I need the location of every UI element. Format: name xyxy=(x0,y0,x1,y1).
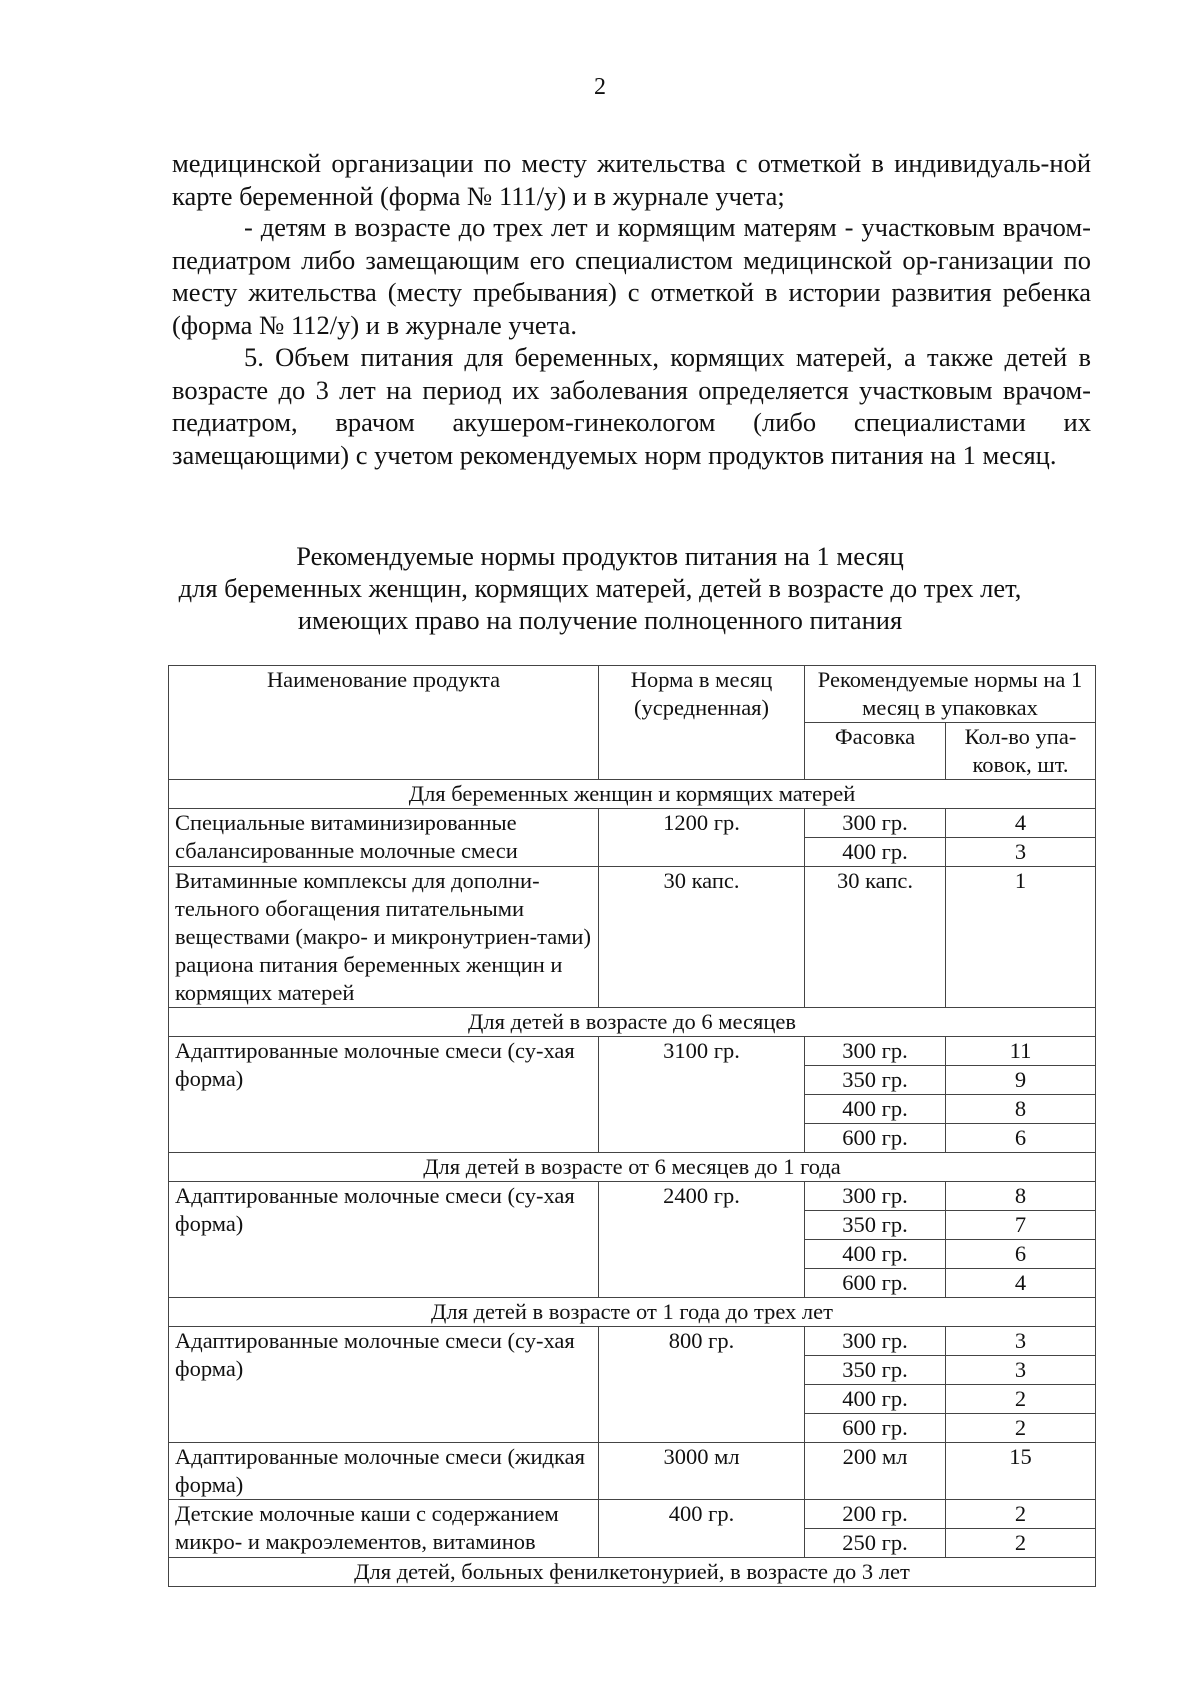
product-name: Специальные витаминизированные сбалансированные молочные смеси xyxy=(169,809,599,867)
paragraph-children-mothers: - детям в возрасте до трех лет и кормящим матерям - участковым врачом-педиатром либо замещающим его специалистом медицинской ор-ганизации по месту жительства (месту пребывания) с отметкой в истории развития ребенка (форма № 112/у) и в журнале учета. xyxy=(172,212,1091,340)
packing: 600 гр. xyxy=(805,1124,946,1153)
packing: 300 гр. xyxy=(805,1327,946,1356)
section-6-months-to-1-year: Для детей в возрасте от 6 месяцев до 1 года xyxy=(169,1153,1096,1182)
table-title-line-2: для беременных женщин, кормящих матерей, детей в возрасте до трех лет, xyxy=(178,573,1022,603)
product-name: Адаптированные молочные смеси (су-хая форма) xyxy=(169,1327,599,1443)
product-name: Адаптированные молочные смеси (су-хая форма) xyxy=(169,1182,599,1298)
packing: 600 гр. xyxy=(805,1414,946,1443)
table-row xyxy=(169,867,1096,1008)
paragraph-continuation: медицинской организации по месту жительства с отметкой в индивидуаль-ной карте беременной (форма № 111/у) и в журнале учета; xyxy=(172,148,1091,211)
packing: 400 гр. xyxy=(805,1240,946,1269)
packing: 400 гр. xyxy=(805,1095,946,1124)
section-phenylketonuria: Для детей, больных фенилкетонурией, в возрасте до 3 лет xyxy=(169,1558,1096,1587)
table-title xyxy=(140,540,1060,636)
packing: 300 гр. xyxy=(805,1182,946,1211)
packing: 350 гр. xyxy=(805,1356,946,1385)
pack-count: 4 xyxy=(946,1269,1096,1298)
packing: 400 гр. xyxy=(805,838,946,867)
pack-count: 7 xyxy=(946,1211,1096,1240)
pack-count: 6 xyxy=(946,1240,1096,1269)
page-number: 2 xyxy=(594,74,606,100)
table-row xyxy=(169,1182,1096,1211)
pack-count: 15 xyxy=(946,1443,1096,1500)
product-name: Адаптированные молочные смеси (су-хая форма) xyxy=(169,1037,599,1153)
product-norm: 400 гр. xyxy=(599,1500,805,1558)
pack-count: 8 xyxy=(946,1095,1096,1124)
header-count: Кол-во упа-ковок, шт. xyxy=(946,723,1096,780)
packing: 300 гр. xyxy=(805,809,946,838)
product-norm: 1200 гр. xyxy=(599,809,805,867)
product-norm: 3000 мл xyxy=(599,1443,805,1500)
product-norm: 800 гр. xyxy=(599,1327,805,1443)
pack-count: 9 xyxy=(946,1066,1096,1095)
packing: 200 мл xyxy=(805,1443,946,1500)
pack-count: 3 xyxy=(946,1327,1096,1356)
section-under-6-months: Для детей в возрасте до 6 месяцев xyxy=(169,1008,1096,1037)
header-row xyxy=(169,666,1096,723)
pack-count: 4 xyxy=(946,809,1096,838)
product-norm: 2400 гр. xyxy=(599,1182,805,1298)
table-row xyxy=(169,1500,1096,1529)
header-norm: Норма в месяц (усредненная) xyxy=(599,666,805,780)
nutrition-norms-table xyxy=(168,665,1096,1587)
pack-count: 6 xyxy=(946,1124,1096,1153)
pack-count: 2 xyxy=(946,1414,1096,1443)
packing: 350 гр. xyxy=(805,1211,946,1240)
section-row xyxy=(169,1153,1096,1182)
pack-count: 2 xyxy=(946,1500,1096,1529)
table-row xyxy=(169,1327,1096,1356)
product-norm: 30 капс. xyxy=(599,867,805,1008)
section-row xyxy=(169,780,1096,809)
pack-count: 8 xyxy=(946,1182,1096,1211)
paragraph-item-5: 5. Объем питания для беременных, кормящих матерей, а также детей в возрасте до 3 лет на период их заболевания определяется участковым врачом-педиатром, врачом акушером-гинекологом (либо специалистами их замещающими) с учетом рекомендуемых норм продуктов питания на 1 месяц. xyxy=(172,342,1091,470)
table-row xyxy=(169,809,1096,838)
product-name: Витаминные комплексы для дополни-тельного обогащения питательными веществами (макро- и микронутриен-тами) рациона питания беременных женщин и кормящих матерей xyxy=(169,867,599,1008)
pack-count: 2 xyxy=(946,1385,1096,1414)
packing: 300 гр. xyxy=(805,1037,946,1066)
product-name: Адаптированные молочные смеси (жидкая форма) xyxy=(169,1443,599,1500)
section-row xyxy=(169,1558,1096,1587)
header-packing: Фасовка xyxy=(805,723,946,780)
section-row xyxy=(169,1298,1096,1327)
table-row xyxy=(169,1037,1096,1066)
pack-count: 3 xyxy=(946,838,1096,867)
section-row xyxy=(169,1008,1096,1037)
pack-count: 2 xyxy=(946,1529,1096,1558)
header-product: Наименование продукта xyxy=(169,666,599,780)
pack-count: 3 xyxy=(946,1356,1096,1385)
table-title-line-3: имеющих право на получение полноценного питания xyxy=(297,605,903,635)
pack-count: 11 xyxy=(946,1037,1096,1066)
packing: 400 гр. xyxy=(805,1385,946,1414)
packing: 600 гр. xyxy=(805,1269,946,1298)
packing: 350 гр. xyxy=(805,1066,946,1095)
table-title-line-1: Рекомендуемые нормы продуктов питания на 1 месяц xyxy=(296,541,904,571)
packing: 30 капс. xyxy=(805,867,946,1008)
header-packs-group: Рекомендуемые нормы на 1 месяц в упаковках xyxy=(805,666,1096,723)
pack-count: 1 xyxy=(946,867,1096,1008)
product-norm: 3100 гр. xyxy=(599,1037,805,1153)
section-pregnant-nursing: Для беременных женщин и кормящих матерей xyxy=(169,780,1096,809)
packing: 200 гр. xyxy=(805,1500,946,1529)
packing: 250 гр. xyxy=(805,1529,946,1558)
product-name: Детские молочные каши с содержанием микро- и макроэлементов, витаминов xyxy=(169,1500,599,1558)
section-1-to-3-years: Для детей в возрасте от 1 года до трех лет xyxy=(169,1298,1096,1327)
table-row xyxy=(169,1443,1096,1500)
